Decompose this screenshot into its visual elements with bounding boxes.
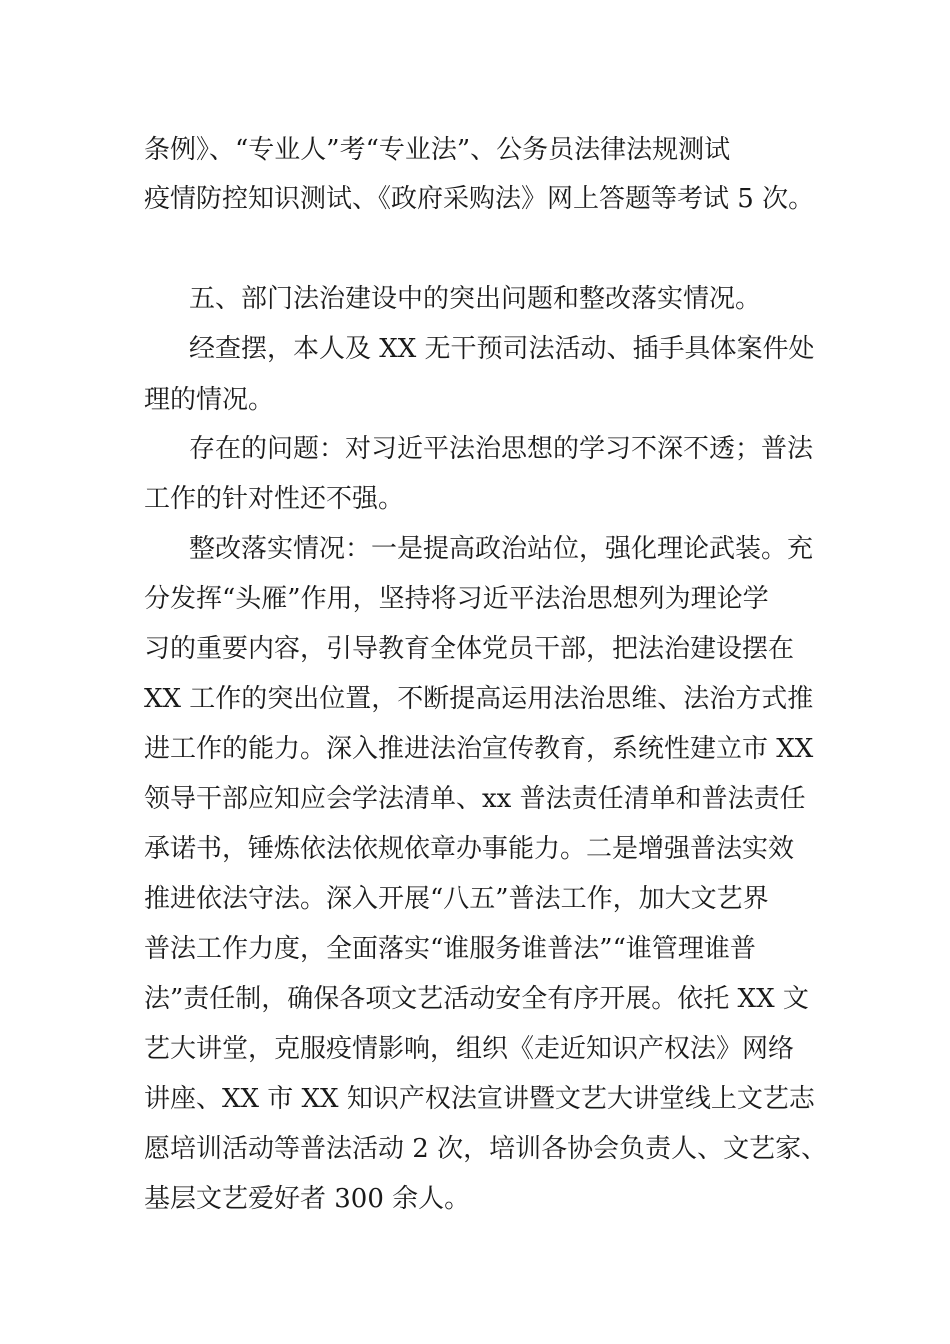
text-line: 存在的问题：对习近平法治思想的学习不深不透；普法: [189, 434, 814, 464]
text-line: 法”责任制，确保各项文艺活动安全有序开展。依托 XX 文: [144, 984, 809, 1014]
text-line: 领导干部应知应会学法清单、xx 普法责任清单和普法责任: [144, 784, 806, 814]
text-line: 进工作的能力。深入推进法治宣传教育，系统性建立市 XX: [144, 734, 814, 764]
text-line: 理的情况。: [144, 385, 275, 415]
text-line: 习的重要内容，引导教育全体党员干部，把法治建设摆在: [144, 634, 795, 664]
text-line: 讲座、XX 市 XX 知识产权法宣讲暨文艺大讲堂线上文艺志: [144, 1084, 815, 1114]
text-line: XX 工作的突出位置，不断提高运用法治思维、法治方式推: [144, 684, 814, 714]
section-heading: 五、部门法治建设中的突出问题和整改落实情况。: [189, 284, 762, 314]
text-line: 经查摆，本人及 XX 无干预司法活动、插手具体案件处: [189, 334, 815, 364]
text-line: 疫情防控知识测试、《政府采购法》网上答题等考试 5 次。: [144, 184, 815, 214]
text-line: 愿培训活动等普法活动 2 次，培训各协会负责人、文艺家、: [144, 1134, 828, 1164]
text-line: 整改落实情况：一是提高政治站位，强化理论武装。充: [189, 534, 814, 564]
text-line: 条例》、“专业人”考“专业法”、公务员法律法规测试: [144, 135, 731, 165]
text-line: 基层文艺爱好者 300 余人。: [144, 1184, 471, 1214]
text-line: 普法工作力度，全面落实“谁服务谁普法”“谁管理谁普: [144, 934, 756, 964]
text-line: 工作的针对性还不强。: [144, 484, 405, 514]
text-line: 艺大讲堂，克服疫情影响，组织《走近知识产权法》网络: [144, 1034, 795, 1064]
text-line: 承诺书，锤炼依法依规依章办事能力。二是增强普法实效: [144, 834, 795, 864]
text-line: 推进依法守法。深入开展“八五”普法工作，加大文艺界: [144, 884, 769, 914]
text-line: 分发挥“头雁”作用，坚持将习近平法治思想列为理论学: [144, 584, 769, 614]
